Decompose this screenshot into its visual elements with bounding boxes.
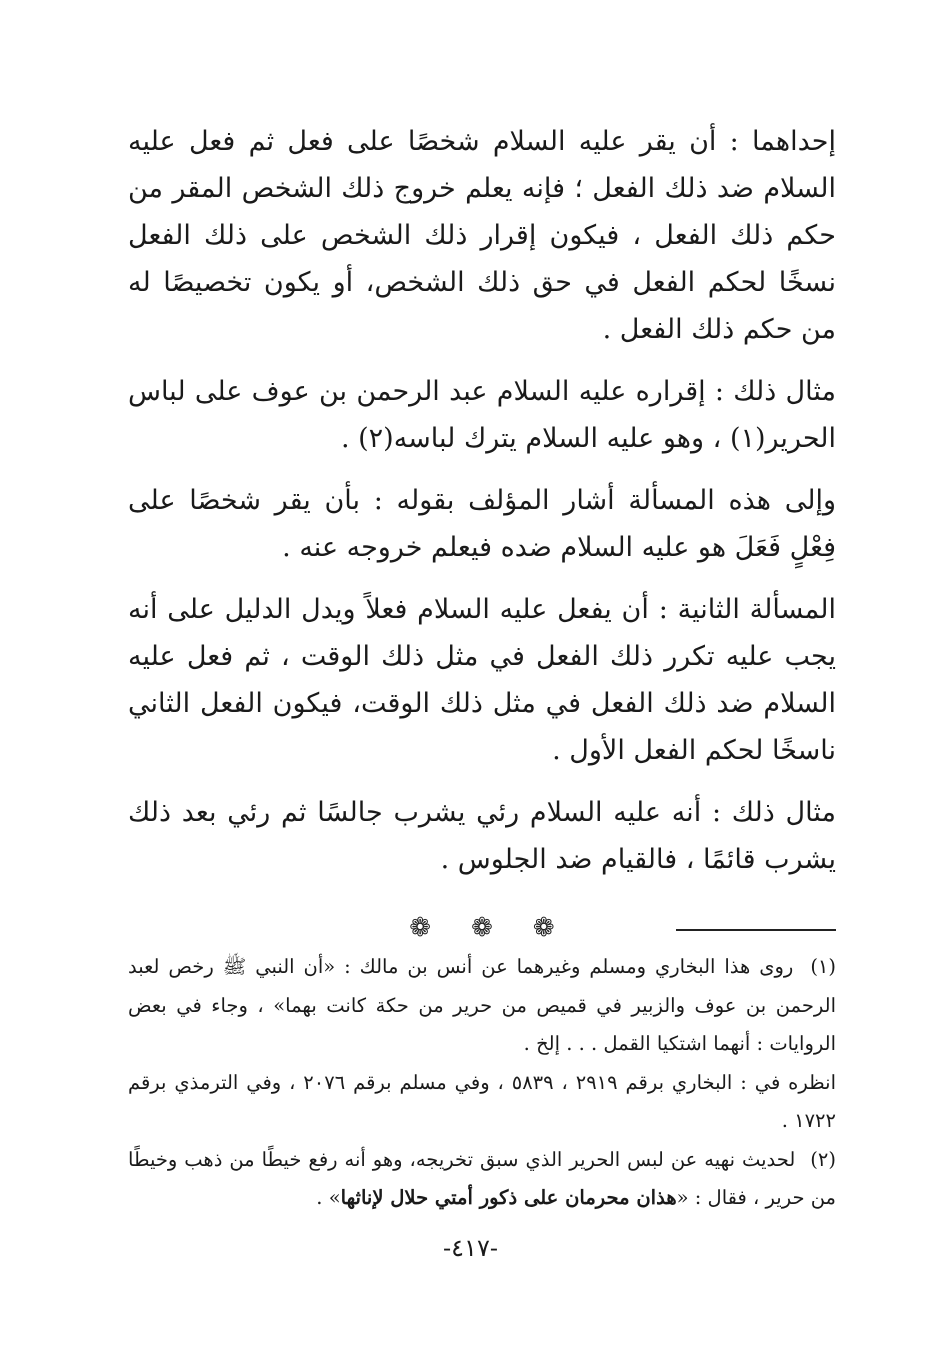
footnotes	[128, 948, 836, 1218]
main-text	[128, 118, 836, 943]
paragraph-2: مثال ذلك : إقراره عليه السلام عبد الرحمن بن عوف على لباس الحرير(١) ، وهو عليه السلام يترك لباسه(٢) .	[128, 376, 836, 454]
page-number: -٤١٧-	[443, 1234, 498, 1262]
paragraph-1: إحداهما : أن يقر عليه السلام شخصًا على فعل ثم فعل عليه السلام ضد ذلك الفعل ؛ فإنه يعلم خروج ذلك الشخص المقر من حكم ذلك الفعل ، فيكون إقرار ذلك الشخص على ذلك الفعل نسخًا لحكم الفعل في حق ذلك الشخص، أو يكون تخصيصًا له من حكم ذلك الفعل .	[128, 126, 836, 345]
footnote-1	[128, 948, 836, 1064]
section-divider	[128, 913, 836, 943]
footnote-separator	[676, 929, 836, 931]
flower-ornament-icon: ❁	[532, 913, 555, 943]
footnote-1-reference: انظره في : البخاري برقم ٢٩١٩ ، ٥٨٣٩ ، وفي مسلم برقم ٢٠٧٦ ، وفي الترمذي برقم ١٧٢٢ .	[128, 1070, 836, 1132]
footnote-2-number: (٢)	[810, 1147, 836, 1171]
footnote-2-end: » .	[316, 1186, 341, 1209]
footnote-2-quote: هذان محرمان على ذكور أمتي حلال لإناثها	[340, 1186, 677, 1209]
footnote-1-number: (١)	[810, 955, 837, 978]
flower-ornament-icon: ❁	[471, 913, 493, 943]
paragraph-3: وإلى هذه المسألة أشار المؤلف بقوله : بأن يقر شخصًا على فِعْلٍ فَعَلَ هو عليه السلام ضده فيعلم خروجه عنه .	[128, 485, 836, 563]
flower-ornament-icon: ❁	[409, 913, 432, 943]
footnote-1-text: روى هذا البخاري ومسلم وغيرهما عن أنس بن مالك : «أن النبي ﷺ رخص لعبد الرحمن بن عوف والزبير في قميص من حرير من حكة كانت بهما» ، وجاء في بعض الروايات : أنهما اشتكيا القمل . . . إلخ .	[128, 955, 836, 1055]
paragraph-5: مثال ذلك : أنه عليه السلام رئي يشرب جالسًا ثم رئي بعد ذلك يشرب قائمًا ، فالقيام ضد الجلوس .	[128, 797, 836, 875]
paragraph-4: المسألة الثانية : أن يفعل عليه السلام فعلاً ويدل الدليل على أنه يجب عليه تكرر ذلك الفعل في مثل ذلك الوقت ، ثم فعل عليه السلام ضد ذلك الفعل في مثل ذلك الوقت، فيكون الفعل الثاني ناسخًا لحكم الفعل الأول .	[128, 594, 836, 766]
footnote-2-text: لحديث نهيه عن لبس الحرير الذي سبق تخريجه، وهو أنه رفع خيطًا من ذهب وخيطًا من حرير ، فقال : «	[128, 1147, 836, 1209]
footnote-2	[128, 1141, 836, 1218]
